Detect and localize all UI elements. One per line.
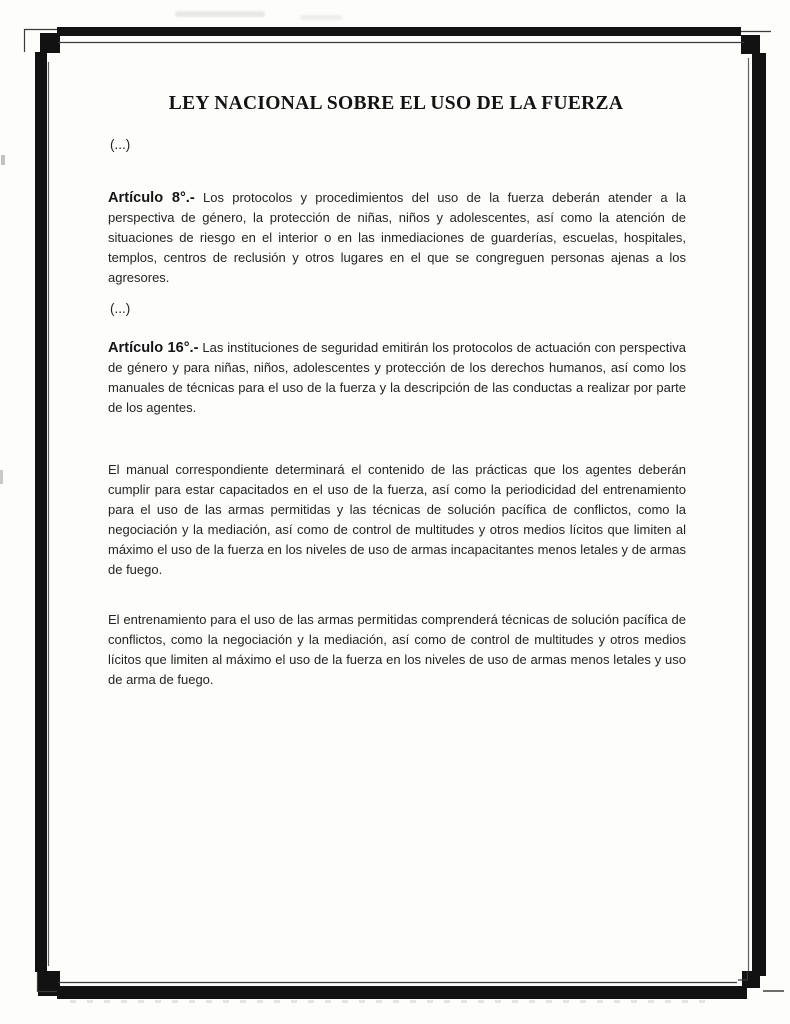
ellipsis-marker-2: (...) [110,301,131,316]
article-8-lead: Artículo 8°.- [108,190,195,206]
scan-artifact-noise [70,1000,710,1003]
article-16-lead: Artículo 16°.- [108,340,199,356]
scan-artifact-dash [763,990,784,992]
scan-artifact-speck [1,155,5,165]
article-8-paragraph [108,188,686,288]
article-8-body: Los protocolos y procedimientos del uso de la fuerza deberán atender a la perspectiva de género, la protección de niñas, niños y adolescentes, así como la atención de situaciones de riesgo en el interior o en las inmediaciones de guarderías, escuelas, hospitales, templos, centros de reclusión y otros lugares en el que se congreguen personas ajenas a los agresores. [108,190,686,285]
document-title: LEY NACIONAL SOBRE EL USO DE LA FUERZA [168,93,624,114]
article-16-body: Las instituciones de seguridad emitirán los protocolos de actuación con perspectiva de género y para niñas, niños, adolescentes y protección de los derechos humanos, así como los manuales de técnicas para el uso de la fuerza y la descripción de las conductas a realizar por parte de los agentes. [108,340,686,415]
training-paragraph: El entrenamiento para el uso de las armas permitidas comprenderá técnicas de solución pacífica de conflictos, como la negociación y la mediación, así como de control de multitudes y otros medios lícitos que limiten al máximo el uso de la fuerza en los niveles de uso de armas menos letales y uso de arma de fuego. [108,612,686,687]
ellipsis-marker-1: (...) [110,137,131,152]
scan-artifact-speck [0,470,3,484]
scan-artifact-smudge [300,15,342,20]
manual-content-paragraph: El manual correspondiente determinará el contenido de las prácticas que los agentes deberán cumplir para estar capacitados en el uso de la fuerza, así como la periodicidad del entrenamiento para el uso de las armas permitidas y las técnicas de solución pacífica de conflictos, como la negociación y la mediación, así como de control de multitudes y otros medios lícitos que limiten al máximo el uso de la fuerza en los niveles de uso de armas incapacitantes menos letales y de armas de fuego. [108,462,686,577]
article-16-paragraph [108,338,686,418]
scan-artifact-smudge [175,11,265,17]
